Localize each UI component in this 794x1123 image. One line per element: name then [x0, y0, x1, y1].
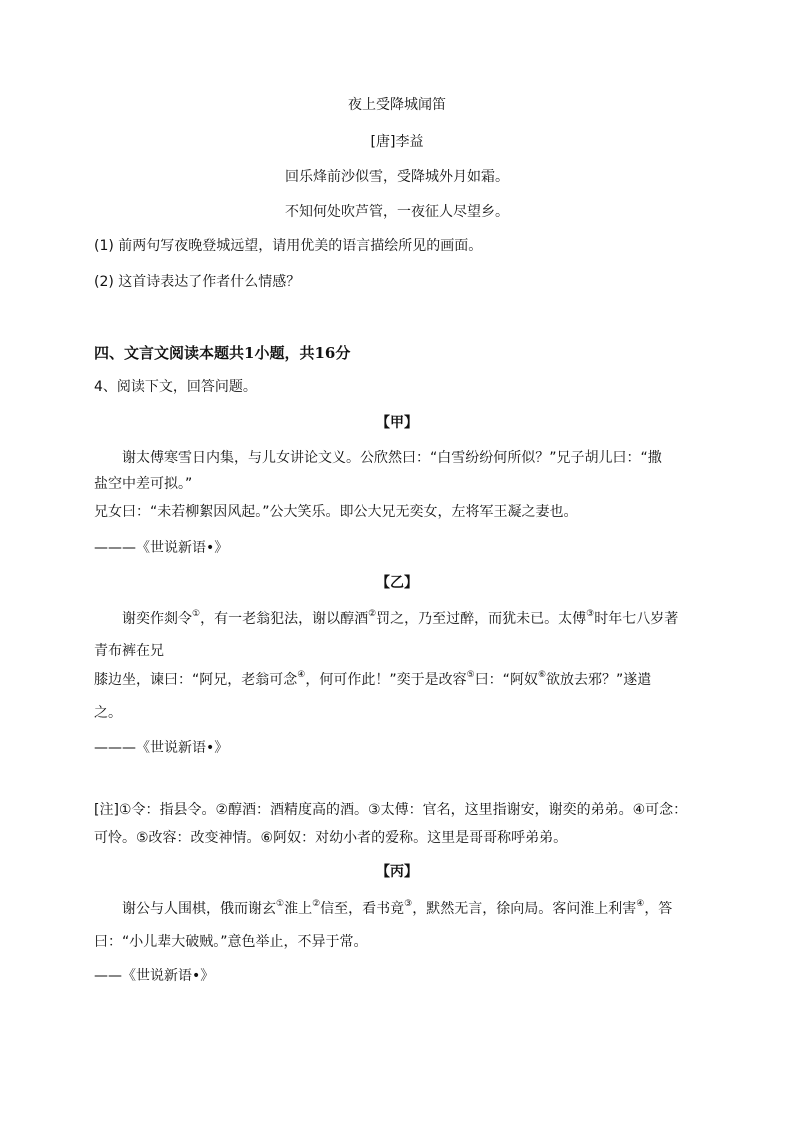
notes-line-1: [注]①令：指县令。②醇酒：酒精度高的酒。③太傅：官名，这里指谢安，谢奕的弟弟。④可念：	[94, 802, 688, 818]
footnote-marker: ⑥	[537, 670, 547, 681]
poem-line-1: 回乐烽前沙似雪，受降城外月如霜。	[285, 169, 509, 185]
passage-yi-line-4: 之。	[94, 705, 122, 721]
footnote-marker: ④	[636, 899, 645, 910]
poem-title: 夜上受降城闻笛	[348, 97, 446, 113]
footnote-marker: ③	[404, 899, 413, 910]
poem-line-2: 不知何处吹芦管，一夜征人尽望乡。	[285, 204, 509, 220]
passage-bing-label: 【丙】	[376, 864, 418, 880]
section-heading: 四、文言文阅读本题共1小题，共16分	[94, 344, 351, 362]
passage-bing-line-1: 谢公与人围棋，俄而谢玄①淮上②信至，看书竟③，默然无言，徐向局。客问淮上利害④，答	[122, 899, 673, 917]
passage-bing-source: ——《世说新语•》	[94, 968, 215, 984]
footnote-marker: ①	[276, 899, 285, 910]
footnote-marker: ②	[368, 609, 377, 620]
passage-jia-label: 【甲】	[376, 415, 418, 431]
footnote-marker: ②	[312, 899, 321, 910]
footnote-marker: ⑤	[466, 670, 475, 681]
passage-jia-line-1: 谢太傅寒雪日内集，与儿女讲论文义。公欣然曰：“白雪纷纷何所似？”兄子胡儿曰：“撒	[122, 450, 662, 466]
notes-line-2: 可怜。⑤改容：改变神情。⑥阿奴：对幼小者的爱称。这里是哥哥称呼弟弟。	[94, 830, 568, 846]
passage-yi-line-3: 膝边坐，谏曰：“阿兄，老翁可念④，何可作此！”奕于是改容⑤曰：“阿奴⑥欲放去邪？”遂遣	[94, 670, 652, 688]
passage-yi-source: ———《世说新语•》	[94, 740, 229, 756]
section-instruction: 4、阅读下文，回答问题。	[94, 379, 257, 395]
footnote-marker: ③	[586, 609, 595, 620]
question-2: (2) 这首诗表达了作者什么情感？	[94, 274, 301, 290]
poem-author: [唐]李益	[370, 134, 424, 150]
footnote-marker: ①	[192, 609, 201, 620]
passage-jia-line-3: 兄女曰：“未若柳絮因风起。”公大笑乐。即公大兄无奕女，左将军王凝之妻也。	[94, 504, 578, 520]
passage-yi-label: 【乙】	[376, 575, 418, 591]
footnote-marker: ④	[297, 670, 306, 681]
passage-bing-line-2: 曰：“小儿辈大破贼。”意色举止，不异于常。	[94, 934, 368, 950]
passage-jia-line-2: 盐空中差可拟。”	[94, 476, 193, 492]
question-1: (1) 前两句写夜晚登城远望，请用优美的语言描绘所见的画面。	[94, 238, 483, 254]
passage-yi-line-1: 谢奕作剡令①，有一老翁犯法，谢以醇酒②罚之，乃至过醉，而犹未已。太傅③时年七八岁著	[122, 609, 679, 627]
passage-jia-source: ———《世说新语•》	[94, 540, 229, 556]
passage-yi-line-2: 青布裤在兄	[94, 643, 164, 659]
